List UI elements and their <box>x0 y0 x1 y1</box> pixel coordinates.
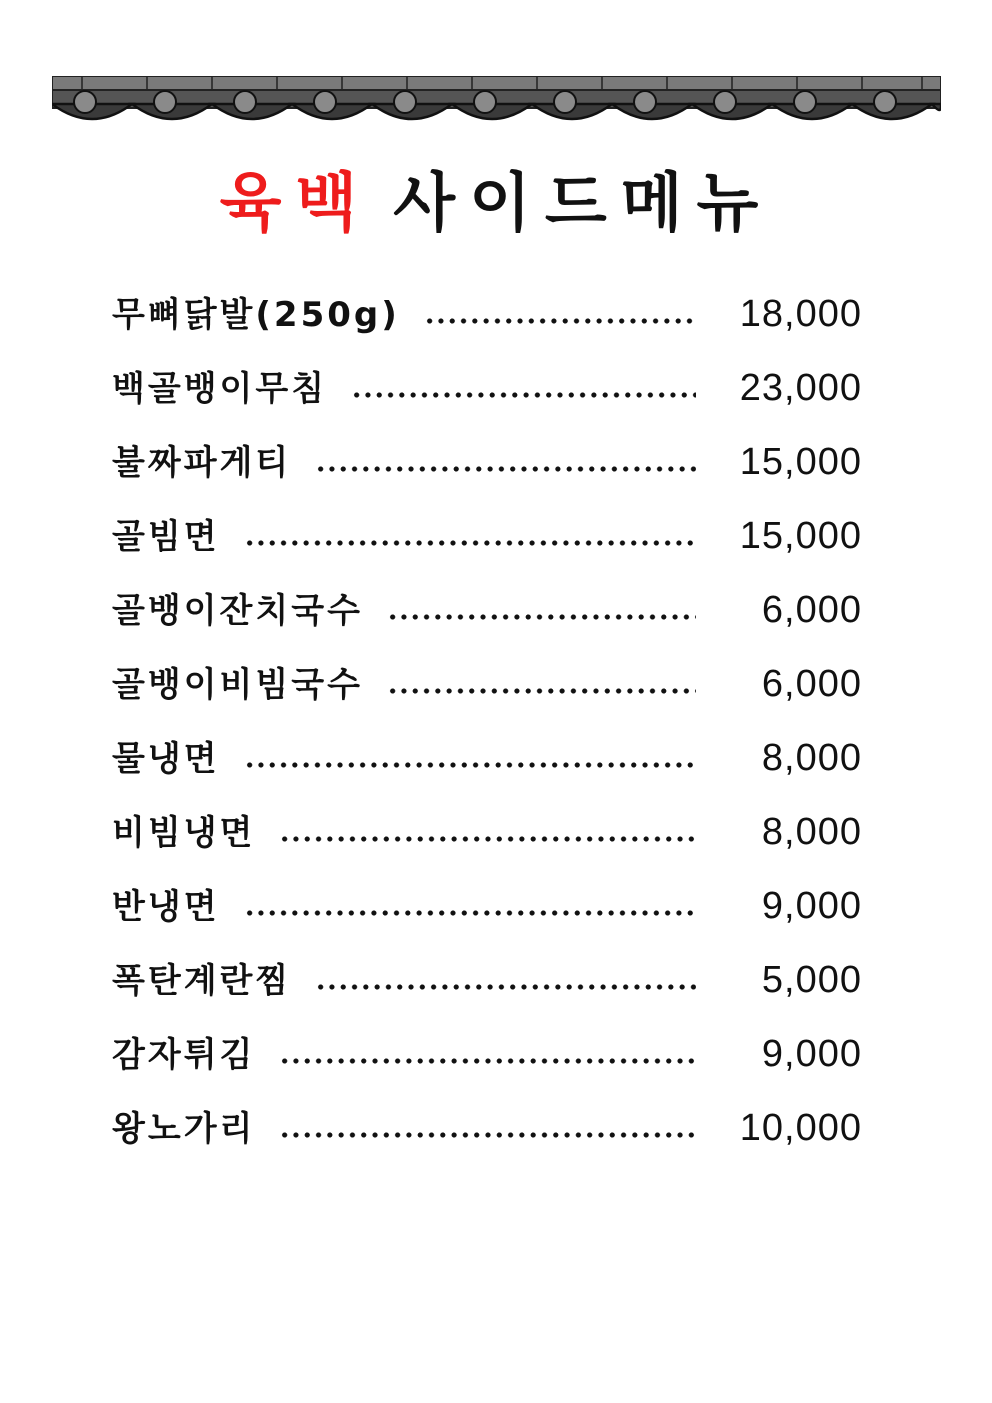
dot-leader <box>351 392 696 398</box>
dot-leader <box>244 762 696 768</box>
roof-tile-decoration <box>52 76 941 132</box>
menu-item-price: 6,000 <box>761 663 862 705</box>
menu-item-price: 8,000 <box>761 737 862 779</box>
menu-item <box>112 654 862 728</box>
menu-item-price: 8,000 <box>761 811 862 853</box>
menu-item-price: 15,000 <box>739 441 862 483</box>
dot-leader <box>279 1058 696 1064</box>
menu-item <box>112 876 862 950</box>
menu-item-name: 골뱅이잔치국수 <box>112 591 363 631</box>
dot-leader <box>315 466 696 472</box>
dot-leader <box>424 318 696 324</box>
menu-item-name: 반냉면 <box>112 887 220 927</box>
menu-item-name: 골빔면 <box>112 517 220 557</box>
menu-item-name: 불짜파게티 <box>112 443 292 483</box>
menu-item <box>112 284 862 358</box>
menu-item <box>112 432 862 506</box>
dot-leader <box>387 688 696 694</box>
menu-item <box>112 506 862 580</box>
menu-item-price: 18,000 <box>739 293 862 335</box>
menu-item-price: 10,000 <box>739 1107 862 1149</box>
menu-item <box>112 358 862 432</box>
dot-leader <box>279 836 696 842</box>
menu-item-price: 15,000 <box>739 515 862 557</box>
menu-item-name: 무뼈닭발(250g) <box>112 295 400 335</box>
page-title <box>0 166 992 242</box>
dot-leader <box>244 540 696 546</box>
menu-item <box>112 950 862 1024</box>
menu-item-name: 비빔냉면 <box>112 813 256 853</box>
menu-item-name: 백골뱅이무침 <box>112 369 328 409</box>
menu-item-name: 폭탄계란찜 <box>112 961 292 1001</box>
menu-item <box>112 1098 862 1172</box>
menu-item-price: 9,000 <box>761 885 862 927</box>
menu-item-price: 23,000 <box>739 367 862 409</box>
menu-item-name: 감자튀김 <box>112 1035 256 1075</box>
menu-item <box>112 1024 862 1098</box>
dot-leader <box>315 984 696 990</box>
menu-title: 사이드메뉴 <box>393 167 773 241</box>
dot-leader <box>244 910 696 916</box>
menu-item-name: 왕노가리 <box>112 1109 256 1149</box>
dot-leader <box>387 614 696 620</box>
menu-item-price: 5,000 <box>761 959 862 1001</box>
menu-item-name: 골뱅이비빔국수 <box>112 665 363 705</box>
dot-leader <box>279 1132 696 1138</box>
menu-item <box>112 802 862 876</box>
brand-name: 육백 <box>219 167 372 241</box>
menu-list <box>112 284 862 1172</box>
menu-item-name: 물냉면 <box>112 739 220 779</box>
menu-item-price: 6,000 <box>761 589 862 631</box>
menu-item-price: 9,000 <box>761 1033 862 1075</box>
menu-item <box>112 580 862 654</box>
menu-item <box>112 728 862 802</box>
